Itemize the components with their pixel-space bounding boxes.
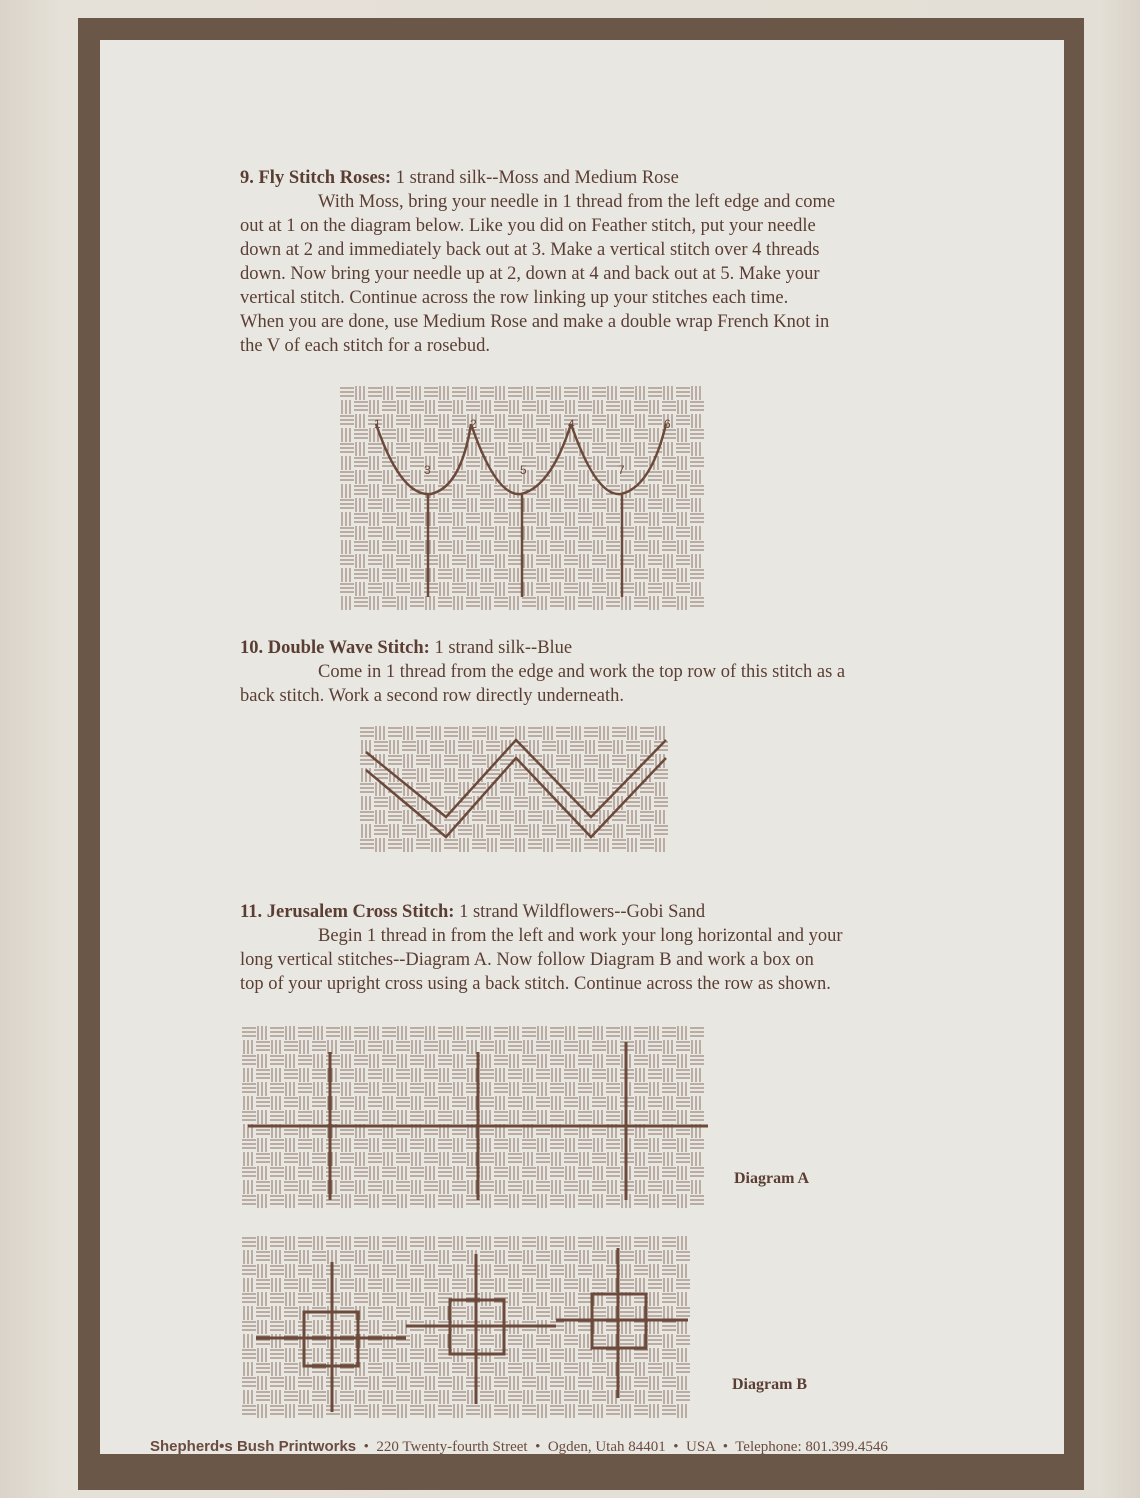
section-10-line-text: Come in 1 thread from the edge and work the top row of this stitch as a bbox=[318, 662, 846, 682]
section-9-heading bbox=[240, 166, 940, 190]
section-11-line: top of your upright cross using a back stitch. Continue across the row as shown. bbox=[240, 974, 831, 994]
section-9-line: down. Now bring your needle up at 2, down at 4 and back out at 5. Make your bbox=[240, 264, 820, 284]
section-9 bbox=[240, 166, 940, 358]
footer-address: 220 Twenty-fourth Street bbox=[376, 1439, 528, 1455]
section-9-line: When you are done, use Medium Rose and make a double wrap French Knot in bbox=[240, 312, 830, 332]
section-11-number: 11. bbox=[240, 902, 263, 922]
section-9-line: down at 2 and immediately back out at 3. Make a vertical stitch over 4 threads bbox=[240, 240, 820, 260]
section-11 bbox=[240, 900, 940, 996]
diagram-number: 5 bbox=[520, 463, 527, 477]
section-9-line bbox=[240, 190, 940, 214]
diagram-number: 4 bbox=[568, 417, 575, 431]
section-10 bbox=[240, 636, 940, 708]
diagram-a-label: Diagram A bbox=[734, 1170, 810, 1187]
canvas-grid bbox=[360, 726, 668, 852]
section-9-line: the V of each stitch for a rosebud. bbox=[240, 336, 491, 356]
section-10-title: Double Wave Stitch: bbox=[267, 638, 430, 658]
diagram-number: 6 bbox=[664, 417, 671, 431]
fly-stitch-diagram bbox=[336, 382, 712, 614]
footer-separator: • bbox=[535, 1439, 541, 1455]
section-10-line: back stitch. Work a second row directly underneath. bbox=[240, 686, 624, 706]
footer-phone: Telephone: 801.399.4546 bbox=[735, 1439, 888, 1455]
double-wave-diagram bbox=[356, 722, 676, 856]
diagram-number: 7 bbox=[618, 463, 625, 477]
section-10-materials: 1 strand silk--Blue bbox=[434, 638, 573, 658]
diagram-b-label: Diagram B bbox=[732, 1376, 808, 1393]
footer-separator: • bbox=[673, 1439, 679, 1455]
diagram-number: 1 bbox=[374, 417, 381, 431]
footer-city: Ogden, Utah 84401 bbox=[547, 1439, 666, 1455]
diagram-number: 3 bbox=[424, 463, 431, 477]
section-9-line: vertical stitch. Continue across the row linking up your stitches each time. bbox=[240, 288, 789, 308]
footer-company: Shepherd•s Bush Printworks bbox=[150, 1438, 357, 1455]
section-11-heading bbox=[240, 900, 940, 924]
diagram-number: 2 bbox=[470, 417, 477, 431]
section-9-materials: 1 strand silk--Moss and Medium Rose bbox=[395, 168, 679, 188]
section-9-number: 9. bbox=[240, 168, 254, 188]
footer-separator: • bbox=[363, 1439, 369, 1455]
footer-separator: • bbox=[722, 1439, 728, 1455]
footer-country: USA bbox=[686, 1439, 716, 1455]
diagram-b bbox=[238, 1232, 702, 1428]
section-9-line-text: With Moss, bring your needle in 1 thread from the left edge and come bbox=[318, 192, 836, 212]
section-11-line: long vertical stitches--Diagram A. Now follow Diagram B and work a box on bbox=[240, 950, 814, 970]
section-11-line-text: Begin 1 thread in from the left and work your long horizontal and your bbox=[318, 926, 843, 946]
section-10-heading bbox=[240, 636, 940, 660]
section-9-title: Fly Stitch Roses: bbox=[258, 168, 392, 188]
section-9-line: out at 1 on the diagram below. Like you did on Feather stitch, put your needle bbox=[240, 216, 816, 236]
section-11-line bbox=[240, 924, 940, 948]
section-11-title: Jerusalem Cross Stitch: bbox=[266, 902, 455, 922]
footer bbox=[150, 1438, 888, 1456]
canvas-grid bbox=[242, 1026, 704, 1208]
diagram-a bbox=[238, 1022, 714, 1218]
section-10-line bbox=[240, 660, 940, 684]
section-11-materials: 1 strand Wildflowers--Gobi Sand bbox=[459, 902, 706, 922]
section-10-number: 10. bbox=[240, 638, 264, 658]
